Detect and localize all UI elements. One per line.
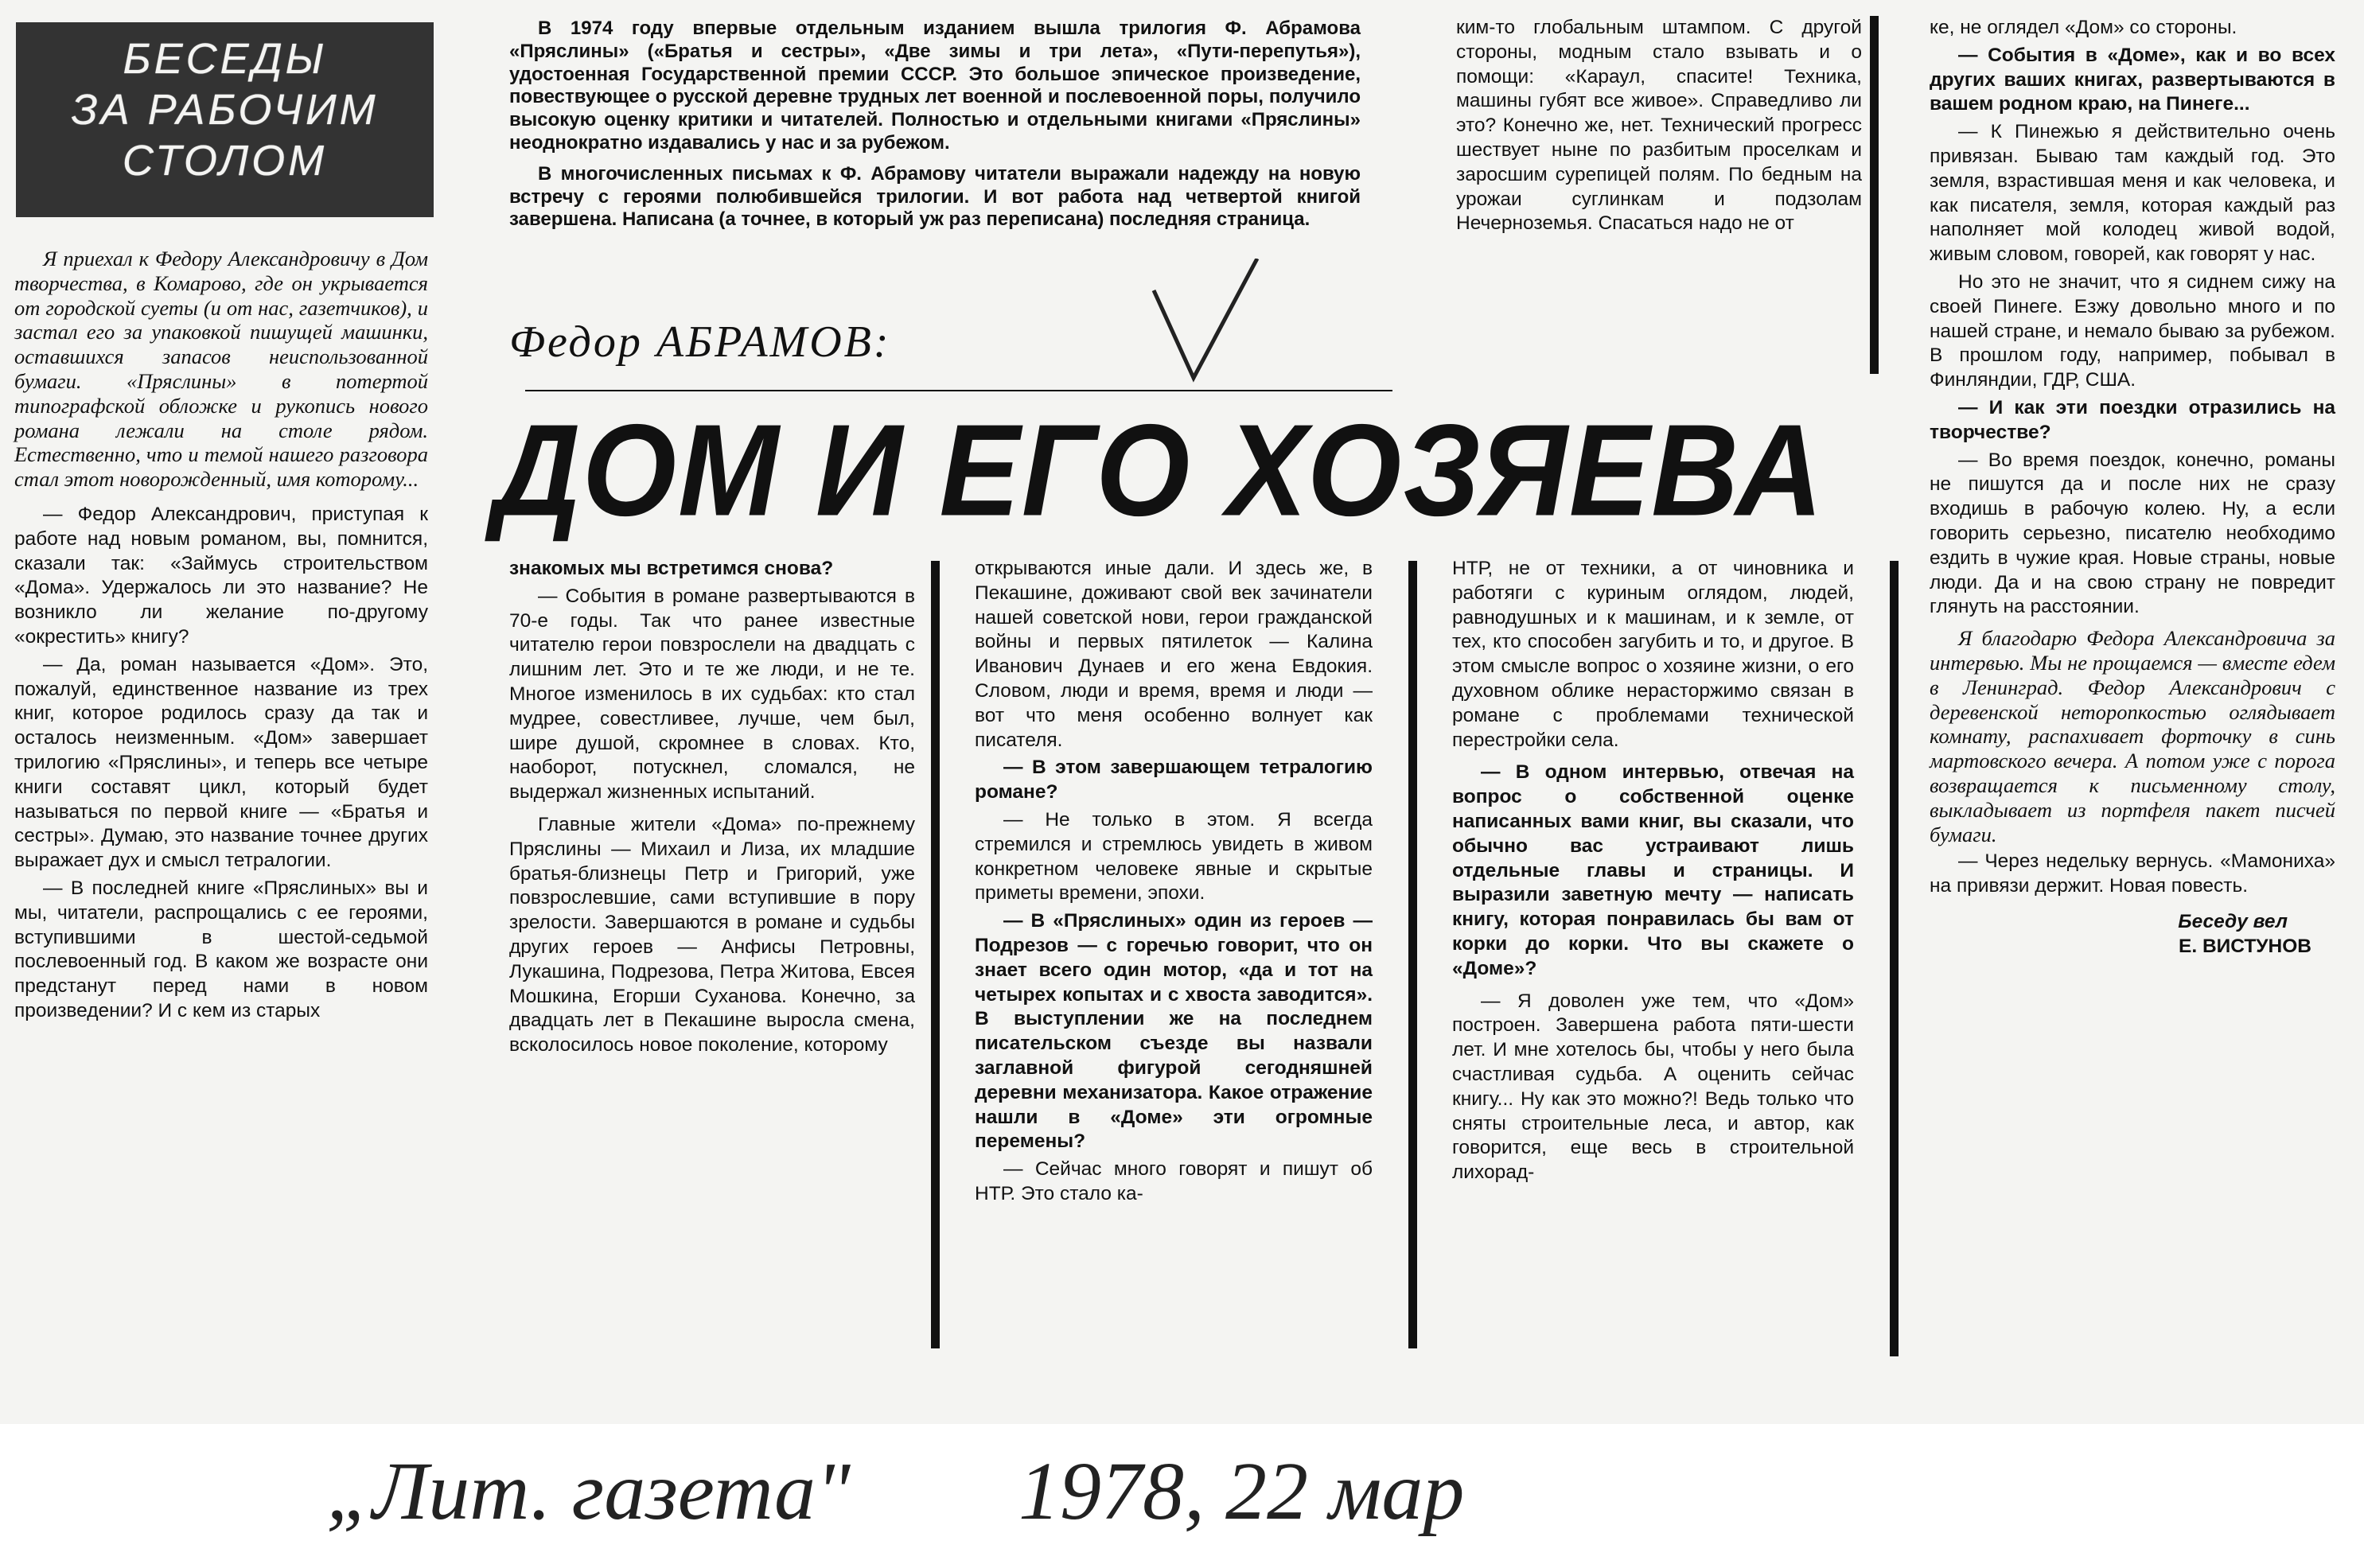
question-paragraph: — И как эти поездки отразились на творчестве? — [1930, 396, 2335, 443]
rubric-box — [16, 22, 434, 217]
handwritten-source: „Лит. газета" — [326, 1445, 851, 1537]
column-divider — [1870, 16, 1879, 374]
answer-paragraph: — События в романе развертываются в 70-е годы. Так что ранее известные читателю герои повзрослели на двадцать с лишним лет. Это и те же люди, и не те. Многое изменилось в их судьбах: кто стал мудрее, совестливее, лучше, чем был, шире душой, скромнее в словах. Кто, наоборот, потускнел, сломался, не выдержал жизненных испытаний. — [509, 585, 915, 803]
answer-paragraph: — Я доволен уже тем, что «Дом» построен. Завершена работа пяти-шести лет. И мне хотелось бы, чтобы у него была счастливая судьба. А оценить сейчас книгу... Ну как это можно?! Ведь только что сняты строительные леса, и автор, как говорится, еще весь в строительной лихорад- — [1452, 990, 1854, 1184]
column-4 — [1452, 557, 1854, 1189]
rubric-line: ЗА РАБОЧИМ — [71, 86, 379, 134]
credit-label: Беседу вел — [2178, 910, 2288, 932]
column-5 — [1930, 16, 2335, 959]
headline: ДОМ И ЕГО ХОЗЯЕВА — [493, 397, 1825, 544]
answer-paragraph: — Во время поездок, конечно, романы не пишутся да и после них не сразу входишь в рабочую колею. Ну, а если говорить серьезно, писателю необходимо ездить в чужие края. Новые страны, новые люди. Да и на свою страну не повредит глянуть на расстоянии. — [1930, 449, 2335, 618]
answer-paragraph: — Не только в этом. Я всегда стремился и стремлюсь увидеть в живом конкретном человеке явные и скрытые приметы времени, эпохи. — [975, 808, 1373, 905]
column-4-top — [1456, 16, 1862, 239]
question-paragraph: — В этом завершающем тетралогию романе? — [975, 757, 1373, 803]
author-name: Федор АБРАМОВ: — [509, 317, 891, 367]
credit-name: Е. ВИСТУНОВ — [2179, 935, 2311, 957]
intro-text — [509, 18, 1361, 239]
answer-paragraph: ким-то глобальным штампом. С другой стороны, модным стало взывать и о помощи: «Караул, спасите! Техника, машины губят все живое». Справедливо ли это? Конечно же, нет. Технический прогресс шествует ныне по разбитым проселкам и заросшим сурепицей полям. По бедным на урожаи суглинкам и подзолам Нечерноземья. Спасаться надо не от — [1456, 17, 1862, 235]
answer-paragraph: открываются иные дали. И здесь же, в Пекашине, доживают свой век зачинатели нашей советской нови, герои гражданской войны и первых пятилеток — Калина Иванович Дунаев и его жена Евдокия. Словом, люди и время, время и люди — вот что меня особенно волнует как писателя. — [975, 558, 1373, 751]
column-3 — [975, 557, 1373, 1210]
intro-paragraph: В многочисленных письмах к Ф. Абрамову читатели выражали надежду на новую встречу с героями полюбившейся трилогии. И вот работа над четвертой книгой завершена. Написана (а точнее, в который уж раз переписана) последняя страница. — [509, 162, 1361, 231]
answer-paragraph: Но это не значит, что я сиднем сижу на своей Пинеге. Езжу довольно много и по нашей стране, и немало бываю за рубежом. В прошлом году, например, побывал в Финляндии, ГДР, США. — [1930, 270, 2335, 391]
column-2 — [509, 557, 915, 1061]
answer-paragraph: ке, не оглядел «Дом» со стороны. — [1930, 17, 2237, 38]
answer-paragraph: — Через недельку вернусь. «Мамониха» на привязи держит. Новая повесть. — [1930, 850, 2335, 897]
question-paragraph: — В «Пряслиных» один из героев — Подрезов — с горечью говорит, что он знает всего один мотор, «да и тот на четырех копытах и с хвоста заводится». В выступлении же на последнем писательском съезде вы назвали заглавной фигурой сегодняшней деревни механизатора. Какое отражение нашли в «Доме» эти огромные перемены? — [975, 910, 1373, 1153]
column-divider — [931, 561, 940, 1348]
answer-paragraph: — Сейчас много говорят и пишут об НТР. Это стало ка- — [975, 1158, 1373, 1204]
rule-line — [525, 390, 1392, 391]
rubric-line: СТОЛОМ — [122, 137, 328, 185]
column-divider — [1408, 561, 1417, 1348]
intro-paragraph: В 1974 году впервые отдельным изданием вышла трилогия Ф. Абрамова «Пряслины» («Братья и сестры», «Две зимы и три лета», «Пути-перепутья»), удостоенная Государственной премии СССР. Это большое эпическое произведение, повествующее о русской деревне трудных лет военной и послевоенной поры, получило высокую оценку критики и читателей. Полностью и отдельными книгами «Пряслины» неоднократно издавались у нас и за рубежом. — [509, 18, 1361, 154]
question-paragraph: — В последней книге «Пряслиных» вы и мы, читатели, распрощались с ее героями, вступившими в шестой-седьмой послевоенный год. В каком же возрасте они предстанут перед нами в новом произведении? И с кем из старых — [14, 877, 428, 1021]
closing-paragraph: Я благодарю Федора Александровича за интервью. Мы не прощаемся — вместе едем в Ленинград. Федор Александрович с деревенской неторопкостью оглядывает комнату, распахивает форточку в синь мартовского вечера. А потом уже с порога возвращается к письменному столу, выкладывает из портфеля пакет писчей бумаги. — [1930, 626, 2335, 846]
question-paragraph: — В одном интервью, отвечая на вопрос о собственной оценке написанных вами книг, вы сказали, что обычно вас устраивают лишь отдельные главы и страницы. И выразили заветную мечту — написать книгу, которая понравилась бы вам от корки до корки. Что вы скажете о «Доме»? — [1452, 761, 1854, 979]
question-paragraph: — Федор Александрович, приступая к работе над новым романом, вы, помнится, сказали так: «Займусь строительством «Дома». Удержалось ли это название? Не возникло ли желание по-другому «окрестить» книгу? — [14, 503, 428, 648]
checkmark-icon — [1146, 259, 1273, 386]
answer-paragraph: — Да, роман называется «Дом». Это, пожалуй, единственное название из трех книг, которое родилось сразу да так и осталось неизменным. «Дом» завершает трилогию «Пряслины», и теперь все четыре книги составят цикл, который будет называться по первой книге — «Братья и сестры». Думаю, это название точнее других выражает дух и смысл тетралогии. — [14, 653, 428, 872]
lead-paragraph: Я приехал к Федору Александровичу в Дом творчества, в Комарово, где он укрывается от городской суеты (и от нас, газетчиков), и застал его за упаковкой пишущей машинки, оставшихся запасов неиспользованной бумаги. «Пряслины» в потертой типографской обложке и рукопись нового романа лежали на столе рядом. Естественно, что и темой нашего разговора стал этот новорожденный, имя которому... — [14, 247, 428, 492]
handwritten-date: 1978, 22 мар — [1018, 1445, 1465, 1537]
rubric-line: БЕСЕДЫ — [123, 35, 327, 83]
question-paragraph: — События в «Доме», как и во всех других ваших книгах, развертываются в вашем родном краю, на Пинеге... — [1930, 44, 2335, 115]
answer-paragraph: НТР, не от техники, а от чиновника и работяги с куриным оглядом, людей, равнодушных и к машинам, и к земле, от тех, кто способен загубить и то, и другое. В этом смысле вопрос о хозяине жизни, о его духовном облике нерасторжимо связан в романе с проблемами технической перестройки села. — [1452, 558, 1854, 751]
answer-paragraph: — К Пинежью я действительно очень привязан. Бываю там каждый год. Это земля, взрастившая меня и как человека, и как писателя, земля, которая каждый раз наполняет мой колодец живой водой, живым словом, говорей, как говорят у нас. — [1930, 121, 2335, 266]
question-paragraph: знакомых мы встретимся снова? — [509, 558, 834, 579]
column-1 — [14, 247, 428, 1027]
column-divider — [1890, 561, 1899, 1356]
answer-paragraph: Главные жители «Дома» по-прежнему Пряслины — Михаил и Лиза, их младшие братья-близнецы Петр и Григорий, уже повзрослевшие, сами вступившие в пору зрелости. Завершаются в романе и судьбы других героев — Анфисы Петровны, Лукашина, Подрезова, Петра Житова, Евсея Мошкина, Егорши Суханова. Конечно, за двадцать лет в Пекашине выросла смена, всколосилось новое поколение, которому — [509, 813, 915, 1056]
